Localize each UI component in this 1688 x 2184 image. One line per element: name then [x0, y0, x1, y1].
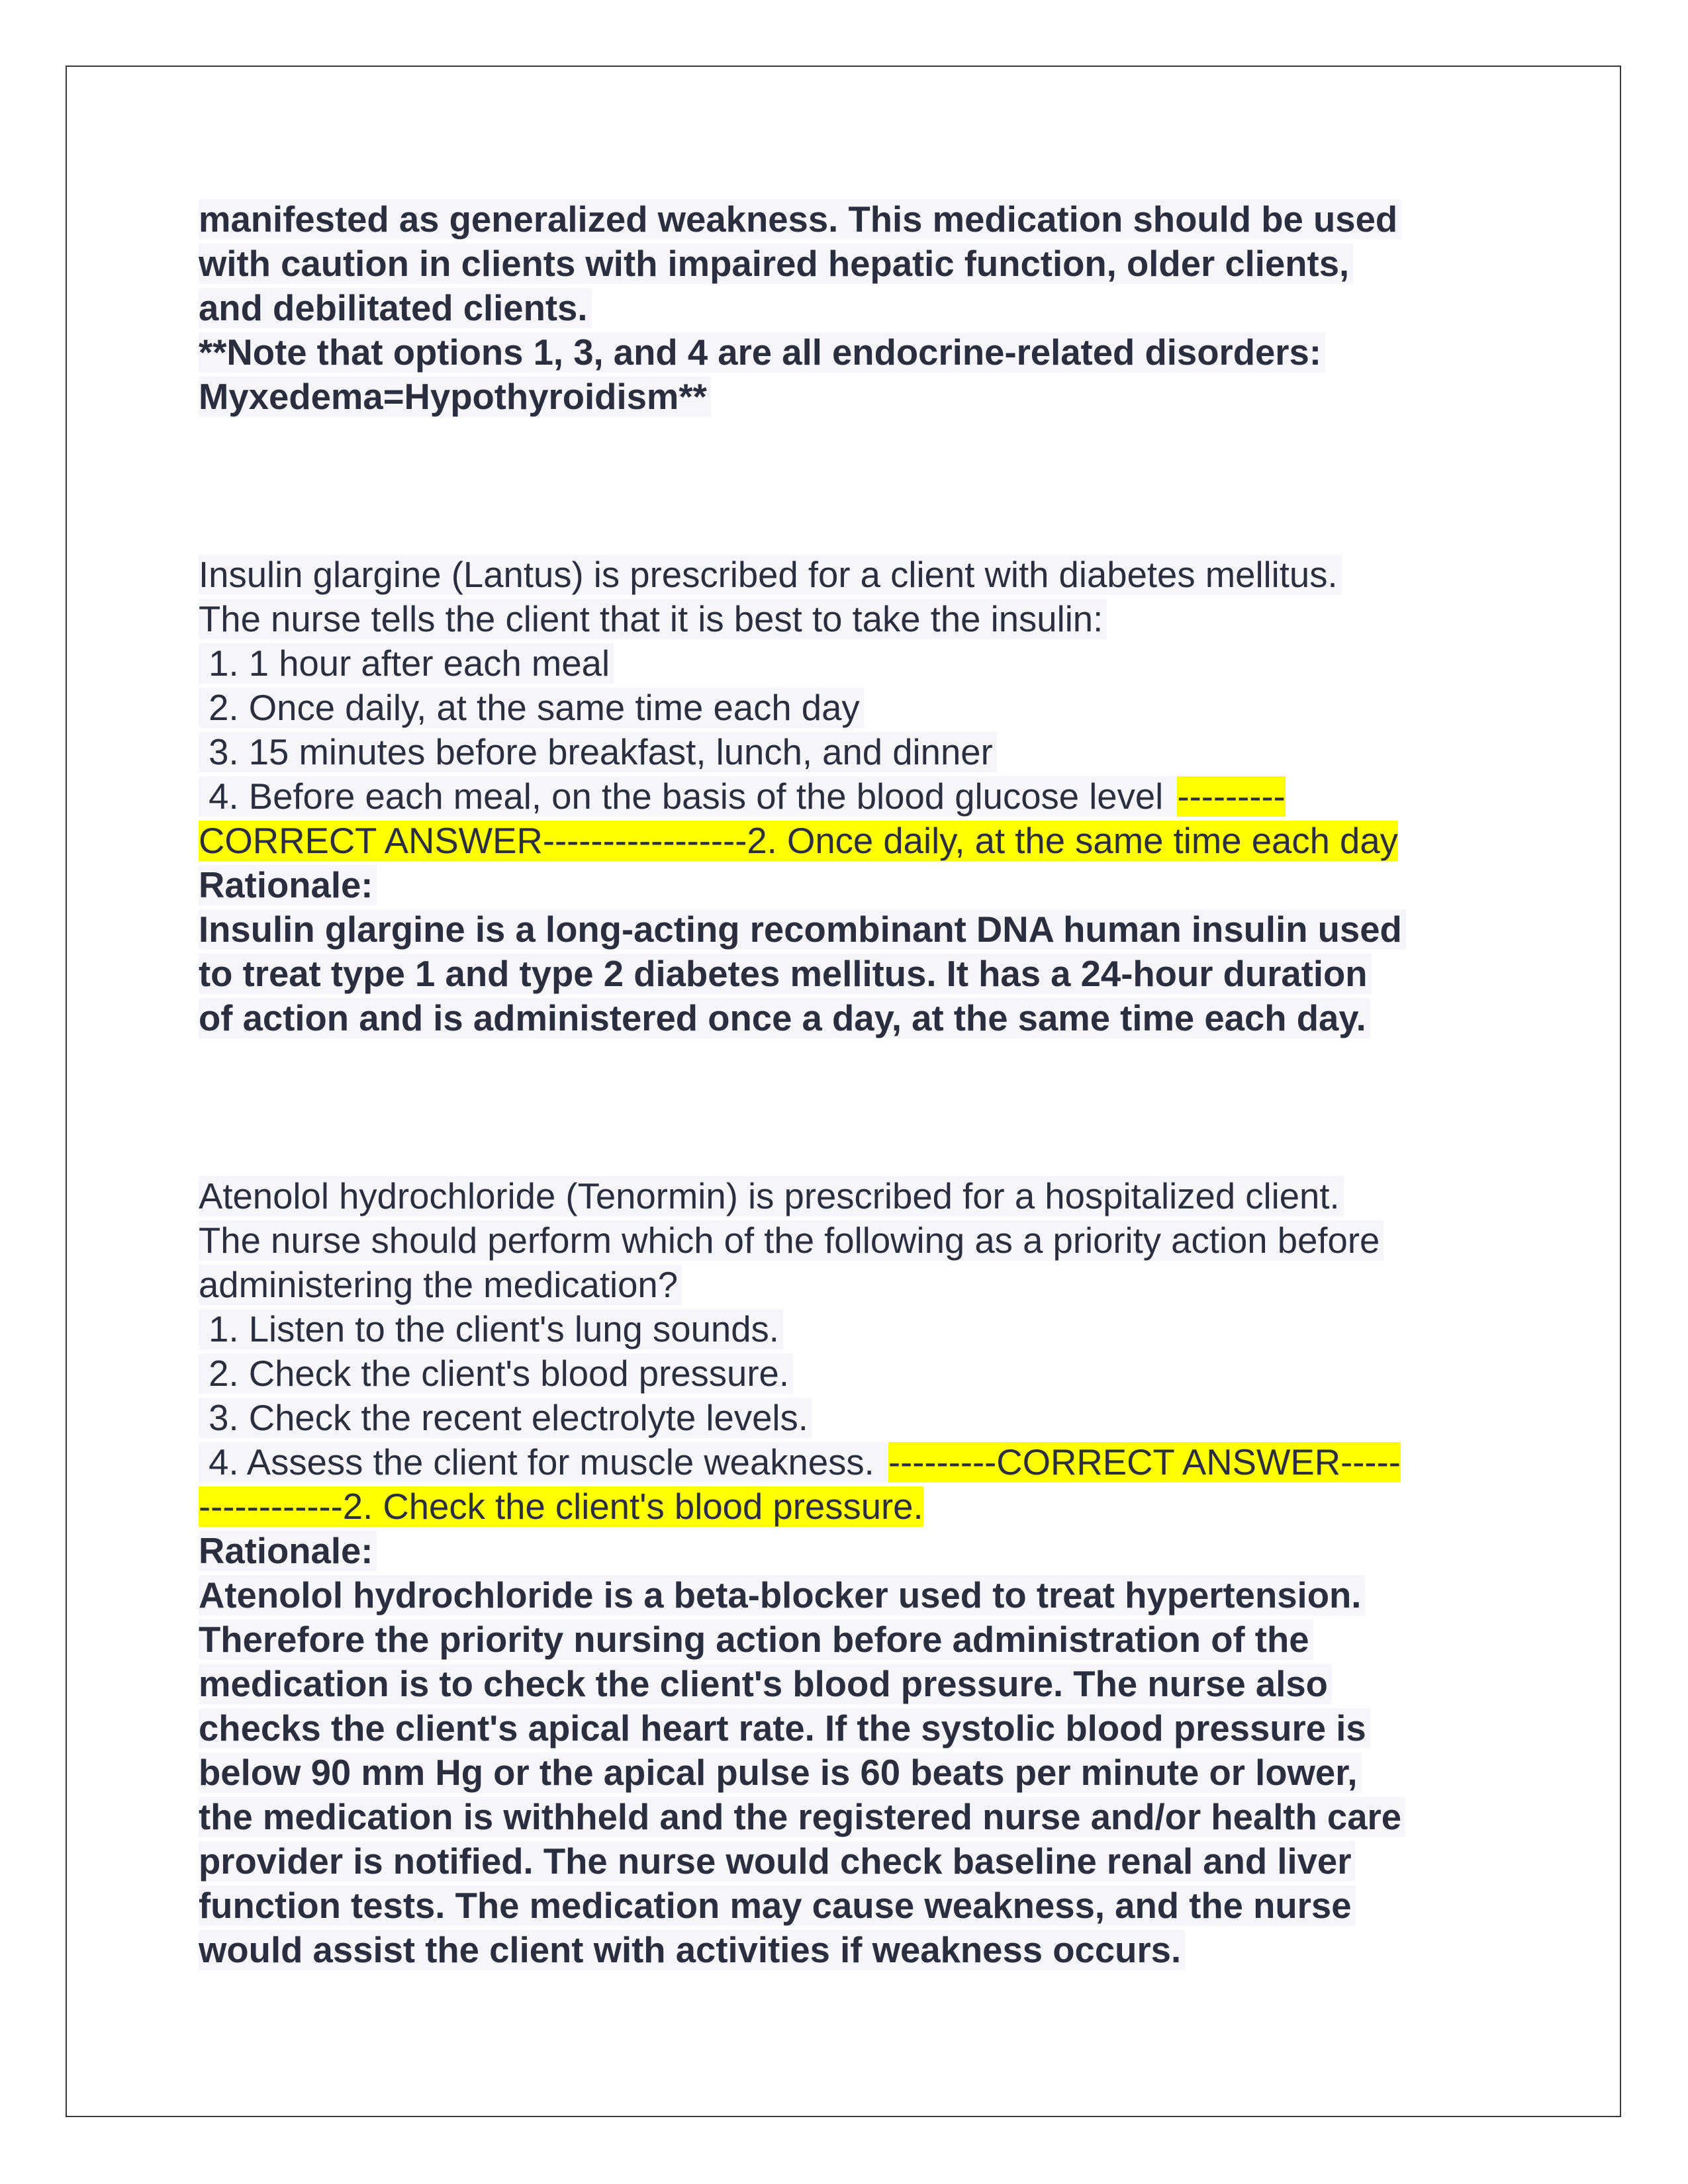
rationale-label: Rationale:	[199, 865, 377, 905]
intro-note-line: Myxedema=Hypothyroidism**	[199, 377, 711, 417]
rationale-line: of action and is administered once a day, at the same time each day.	[199, 998, 1370, 1038]
intro-line: with caution in clients with impaired hepatic function, older clients,	[199, 244, 1353, 284]
intro-line: and debilitated clients.	[199, 288, 592, 328]
question-stem-line: Atenolol hydrochloride (Tenormin) is prescribed for a hospitalized client.	[199, 1176, 1344, 1216]
intro-line: manifested as generalized weakness. This medication should be used	[199, 199, 1401, 240]
answer-option: 1. Listen to the client's lung sounds.	[199, 1309, 783, 1349]
question-2	[199, 1174, 1496, 1972]
rationale-line: Insulin glargine is a long-acting recombinant DNA human insulin used	[199, 909, 1406, 950]
rationale-line: would assist the client with activities if weakness occurs.	[199, 1930, 1185, 1970]
question-1	[199, 553, 1496, 1040]
correct-answer-highlight: ------------2. Check the client's blood pressure.	[199, 1486, 923, 1527]
question-stem-line: Insulin glargine (Lantus) is prescribed for a client with diabetes mellitus.	[199, 555, 1342, 595]
correct-answer-highlight: ---------	[1177, 776, 1286, 817]
rationale-line: Therefore the priority nursing action before administration of the	[199, 1619, 1313, 1660]
question-stem-line: The nurse should perform which of the following as a priority action before	[199, 1220, 1383, 1261]
rationale-line: provider is notified. The nurse would check baseline renal and liver	[199, 1841, 1355, 1882]
rationale-line: medication is to check the client's blood pressure. The nurse also	[199, 1664, 1332, 1704]
rationale-label: Rationale:	[199, 1531, 377, 1571]
intro-section	[199, 197, 1496, 419]
answer-option: 3. Check the recent electrolyte levels.	[199, 1398, 812, 1438]
answer-option: 4. Before each meal, on the basis of the blood glucose level	[199, 776, 1177, 817]
correct-answer-highlight: ---------CORRECT ANSWER-----	[888, 1442, 1401, 1482]
question-stem-line: The nurse tells the client that it is best to take the insulin:	[199, 599, 1107, 639]
answer-option: 3. 15 minutes before breakfast, lunch, and dinner	[199, 732, 997, 772]
answer-option: 1. 1 hour after each meal	[199, 643, 614, 684]
rationale-line: to treat type 1 and type 2 diabetes mellitus. It has a 24-hour duration	[199, 954, 1372, 994]
correct-answer-highlight: CORRECT ANSWER-----------------2. Once daily, at the same time each day	[199, 821, 1398, 861]
answer-option: 4. Assess the client for muscle weakness.	[199, 1442, 888, 1482]
question-stem-line: administering the medication?	[199, 1265, 682, 1305]
answer-option: 2. Once daily, at the same time each day	[199, 688, 864, 728]
rationale-line: Atenolol hydrochloride is a beta-blocker used to treat hypertension.	[199, 1575, 1365, 1615]
rationale-line: below 90 mm Hg or the apical pulse is 60 beats per minute or lower,	[199, 1752, 1362, 1793]
answer-option: 2. Check the client's blood pressure.	[199, 1353, 793, 1394]
rationale-line: the medication is withheld and the registered nurse and/or health care	[199, 1797, 1405, 1837]
document-body	[199, 197, 1496, 1972]
rationale-line: checks the client's apical heart rate. If the systolic blood pressure is	[199, 1708, 1370, 1749]
rationale-line: function tests. The medication may cause weakness, and the nurse	[199, 1886, 1356, 1926]
intro-note-line: **Note that options 1, 3, and 4 are all endocrine-related disorders:	[199, 332, 1325, 373]
